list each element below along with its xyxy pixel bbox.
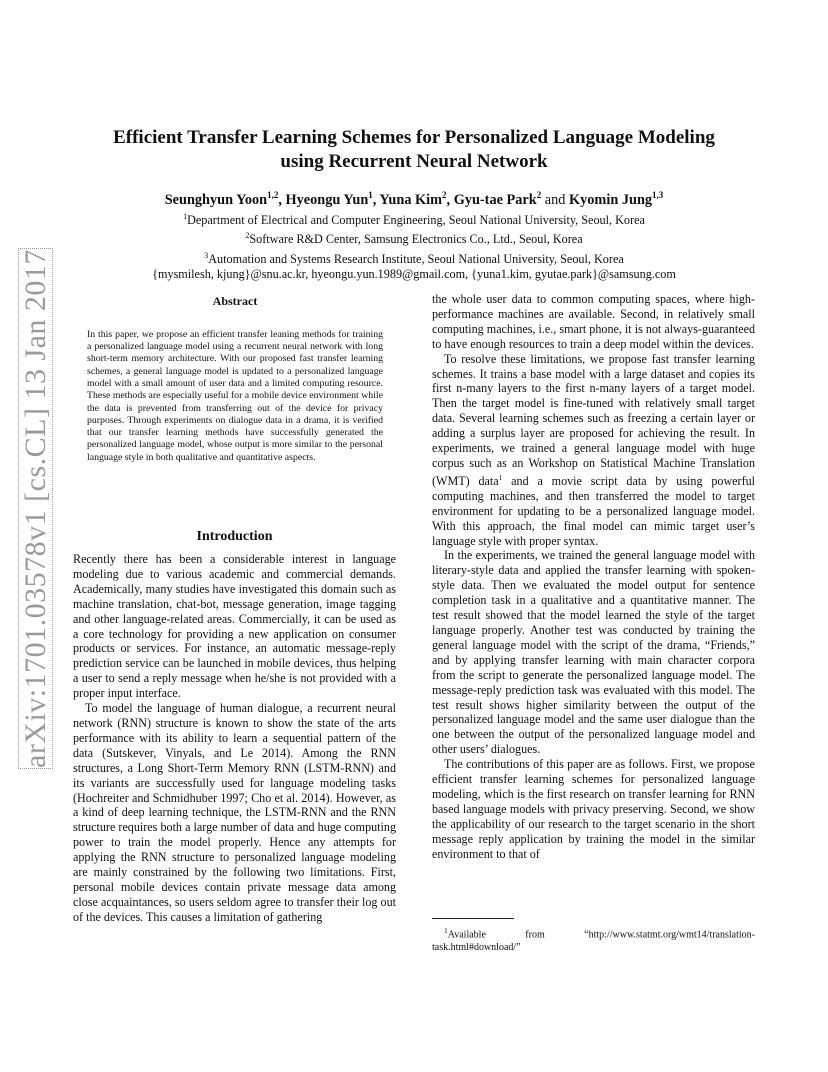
author-emails: {mysmilesh, kjung}@snu.ac.kr, hyeongu.yun.1989@gmail.com, {yuna1.kim, gyutae.park}@samsung.com [152,267,676,282]
introduction-heading: Introduction [196,529,273,544]
title-block [70,126,758,283]
affiliation: $^2$Software R&D Center, Samsung Electronics Co., Ltd., Seoul, Korea [245,231,583,247]
paragraph: the whole user data to common computing spaces, where high-performance machines are available. Second, in relatively small computing machines, i.e., smart phone, it is not always-guaranteed to have enough resources to train a deep model within the devices. [432,292,755,351]
paragraph: To model the language of human dialogue, a recurrent neural network (RNN) structure is known to show the state of the arts performance with its ability to learn a sequential pattern of the data (Sutskever, Vinyals, and Le 2014). Among the RNN structures, a Long Short-Term Memory RNN (LSTM-RNN) and its variants are successfully used for language modeling tasks (Hochreiter and Schmidhuber 1997; Cho et al. 2014). However, as a kind of deep learning technique, the LSTM-RNN and the RNN structure requires both a large number of data and huge computing power to train the model properly. Hence any attempts for applying the RNN structure to personalized language modeling are mainly constrained by the following two limitations. First, personal mobile devices contain private message data among close acquaintances, so users seldom agree to transfer their log out of the devices. This causes a limitation of gathering [73,701,396,924]
abstract-heading: Abstract [212,294,258,308]
paragraph: To resolve these limitations, we propose fast transfer learning schemes. It trains a base model with a large dataset and copies its first n-many layers to the first n-many layers of a target model. Then the target model is fine-tuned with relatively small target data. Several learning schemes such as freezing a certain layer or adding a surplus layer are proposed for achieving the result. In experiments, we trained a general language model with huge corpus such as an Workshop on Statistical Machine Translation (WMT) data$^1$ and a movie script data by using powerful computing machines, and then transferred the model to target environment for updating to be a personalized language model. With this approach, the final model can mimic target user’s language style with proper syntax. [432,351,756,548]
author-list: Seunghyun Yoon$^{1,2}$, Hyeongu Yun$^1$, Yuna Kim$^2$, Gyu-tae Park$^2$ and Kyomin Jung$^{1,3}$ [164,190,664,208]
introduction-body [73,552,396,925]
abstract-text: In this paper, we propose an efficient transfer leaning methods for training a personalized language model using a recurrent neural network with long short-term memory architecture. With our proposed fast transfer learning schemes, a general language model is updated to a personalized language model with a small amount of user data and a limited computing resource. These methods are especially useful for a mobile device environment while the data is prevented from transferring out of the device for privacy purposes. Through experiments on dialogue data in a drama, it is verified that our transfer learning methods have successfully generated the personalized language model, whose output is more similar to the personal language style in both qualitative and quantitative aspects. [87,328,383,463]
footnote: $^1$Available from “http://www.statmt.org/wmt14/translation-task.html#download/” [432,926,755,954]
paper-title: Efficient Transfer Learning Schemes for Personalized Language Modeling using Recurrent Neural Network [113,127,715,172]
footnote-marker: 1 [498,472,503,482]
arxiv-watermark: arXiv:1701.03578v1 [cs.CL] 13 Jan 2017 [19,249,52,768]
affiliation: $^3$Automation and Systems Research Institute, Seoul National University, Seoul, Korea [204,250,624,266]
paragraph: The contributions of this paper are as follows. First, we propose efficient transfer learning schemes for personalized language modeling, which is the first research on transfer learning for RNN based language models with privacy preserving. Second, we show the applicability of our research to the target scenario in the short message reply application by training the model in the similar environment to that of [432,757,755,861]
paragraph: Recently there has been a considerable interest in language modeling due to various academic and commercial demands. Academically, many studies have investigated this domain such as machine translation, chat-bot, message generation, image tagging and other language-related areas. Commercially, it can be used as a core technology for providing a new application on consumer products or services. For instance, an automatic message-reply prediction service can be launched in mobile devices, thus helping a user to send a reply message when he/she is not provided with a proper input interface. [73,552,396,701]
affiliation: $^1$Department of Electrical and Computer Engineering, Seoul National University, Seoul, Korea [183,211,645,227]
paragraph: In the experiments, we trained the general language model with literary-style data and applied the transfer learning with spoken-style data. Then we evaluated the model output for sentence completion task in a qualitative and a quantitative manner. The test result showed that the model learned the style of the target language properly. Another test was conducted by training the general language model with the script of the drama, “Friends,” and by applying transfer learning with main character corpora from the script to generate the personalized language model. The message-reply prediction task was evaluated with this model. The test result shows higher similarity between the output of the personalized language model and the same user dialogue than the one between the output of the personalized language model and other users’ dialogues. [432,548,755,757]
right-column [432,292,755,861]
footnote-divider [432,918,514,919]
